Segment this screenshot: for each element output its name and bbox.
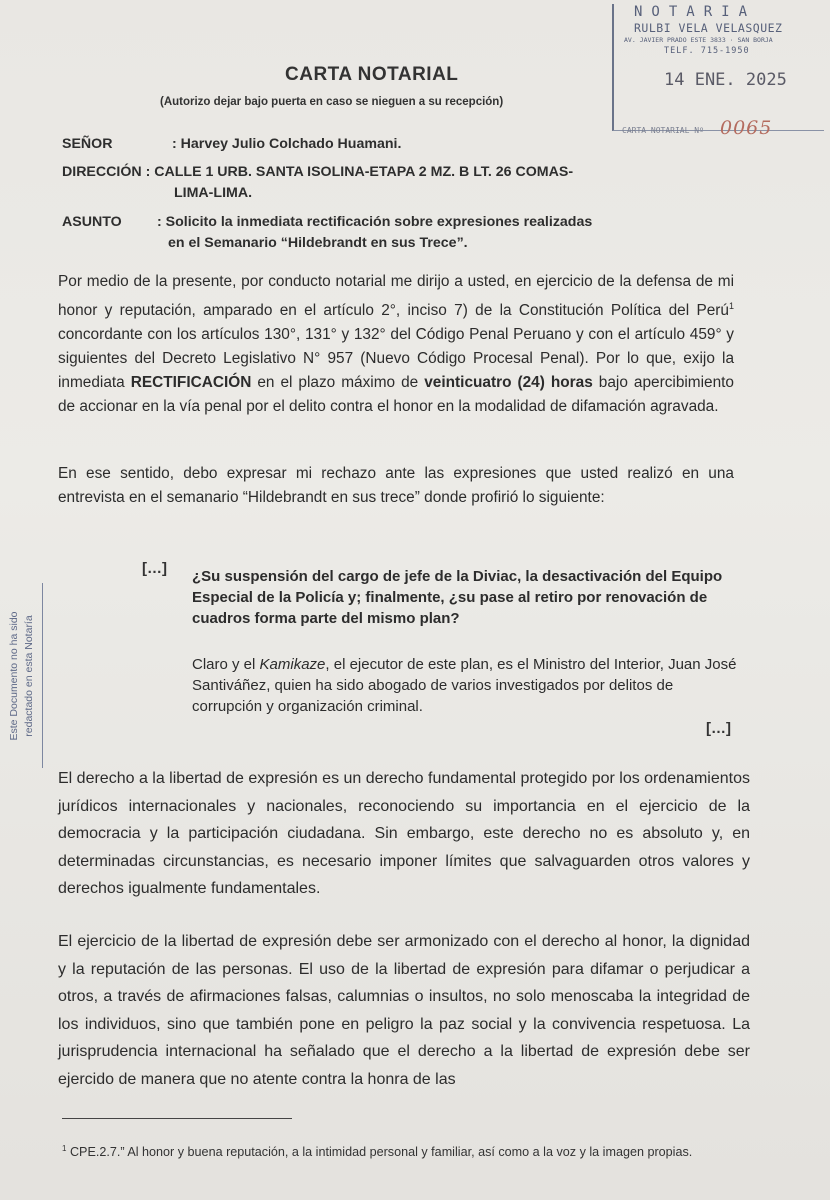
p1-part4: bajo apercibimiento de accionar en la vía penal por el delito contra el honor en la modalidad de difamación agravada. [58, 374, 734, 416]
quote-answer [192, 654, 740, 717]
answer-pre: Claro y el [192, 656, 260, 673]
document-subtitle: (Autorizo dejar bajo puerta en caso se nieguen a su recepción) [160, 96, 504, 108]
quote-question: ¿Su suspensión del cargo de jefe de la Diviac, la desactivación del Equipo Especial de la Policía y; finalmente, ¿su pase al retiro por renovación de cuadros forma parte del mismo plan? [192, 568, 723, 627]
footnote-divider [62, 1118, 292, 1119]
direccion-line2: LIMA-LIMA. [174, 185, 253, 201]
answer-post: , el ejecutor de este plan, es el Ministro del Interior, Juan José Santiváñez, quien ha sido abogado de varios investigados por delitos de corrupción y organización criminal. [192, 656, 737, 715]
footnote-number: 1 [62, 1144, 67, 1153]
carta-number: 0065 [720, 117, 773, 139]
asunto-label: ASUNTO [62, 214, 122, 230]
direccion-line1: : CALLE 1 URB. SANTA ISOLINA-ETAPA 2 MZ. B LT. 26 COMAS- [145, 164, 574, 180]
side-stamp [0, 583, 43, 768]
footnote [62, 1138, 782, 1163]
senor-value: : Harvey Julio Colchado Huamani. [172, 136, 402, 152]
stamp-date: 14 ENE. 2025 [664, 70, 787, 90]
direccion-field [62, 162, 573, 204]
direccion-label: DIRECCIÓN [62, 164, 142, 180]
asunto-line2: en el Semanario “Hildebrandt en sus Trece”. [168, 235, 468, 251]
paragraph-3: El derecho a la libertad de expresión es un derecho fundamental protegido por los ordenamientos jurídicos internacionales y nacionales, reconociendo su importancia en el ejercicio de la democracia y la participación ciudadana. Sin embargo, este derecho no es absoluto y, en determinadas circunstancias, es necesario imponer límites que salvaguarden otros valores y derechos igualmente fundamentales. [58, 770, 750, 897]
p1-deadline: veinticuatro (24) horas [424, 374, 593, 392]
side-note-line2: redactado en esta Notaría [23, 615, 35, 737]
senor-field [62, 134, 401, 155]
senor-label: SEÑOR [62, 136, 113, 152]
asunto-line1: : Solicito la inmediata rectificación sobre expresiones realizadas [157, 214, 593, 230]
answer-kamikaze: Kamikaze [259, 656, 326, 673]
p1-part3: en el plazo máximo de [251, 374, 425, 392]
p1-part1: Por medio de la presente, por conducto notarial me dirijo a usted, en ejercicio de la defensa de mi honor y reputación, amparado en el artículo 2°, inciso 7) de la Constitución Política del Perú [58, 273, 734, 320]
footnote-text: CPE.2.7.” Al honor y buena reputación, a la intimidad personal y familiar, así como a la voz y la imagen propias. [66, 1145, 693, 1160]
document-title: CARTA NOTARIAL [285, 64, 459, 85]
paragraph-1 [58, 270, 734, 419]
quote-open: […] [142, 560, 167, 577]
asunto-field [62, 212, 592, 254]
p1-part2: concordante con los artículos 130°, 131° y 132° del Código Penal Peruano y con el artículo 459° y siguientes del Decreto Legislativo N° 957 (Nuevo Código Procesal Penal). Por lo que, exijo la inmediata [58, 326, 734, 392]
stamp-address: AV. JAVIER PRADO ESTE 3833 · SAN BORJA [624, 36, 773, 44]
quote-close: […] [706, 720, 731, 737]
footnote-ref: 1 [728, 301, 734, 311]
stamp-notaria: NOTARIA [634, 4, 757, 20]
p1-rectificacion: RECTIFICACIÓN [130, 374, 252, 392]
stamp-phone: TELF. 715-1950 [664, 46, 750, 56]
carta-label: CARTA NOTARIAL Nº [622, 126, 704, 135]
stamp-notary-name: RULBI VELA VELASQUEZ [634, 21, 783, 35]
paragraph-4: El ejercicio de la libertad de expresión debe ser armonizado con el derecho al honor, la dignidad y la reputación de las personas. El uso de la libertad de expresión para difamar o perjudicar a otros, a través de afirmaciones falsas, calumnias o insultos, no solo menoscaba la integridad de los individuos, sino que también pone en peligro la paz social y la convivencia respetuosa. La jurisprudencia internacional ha señalado que el derecho a la libertad de expresión debe ser ejercido de manera que no atente contra la honra de las [58, 933, 750, 1088]
paragraph-2: En ese sentido, debo expresar mi rechazo ante las expresiones que usted realizó en una entrevista en el semanario “Hildebrandt en sus trece” donde profirió lo siguiente: [58, 465, 734, 506]
notary-stamp [612, 4, 824, 131]
side-note-line1: Este Documento no ha sido [8, 611, 20, 741]
side-stamp-text [7, 596, 37, 756]
